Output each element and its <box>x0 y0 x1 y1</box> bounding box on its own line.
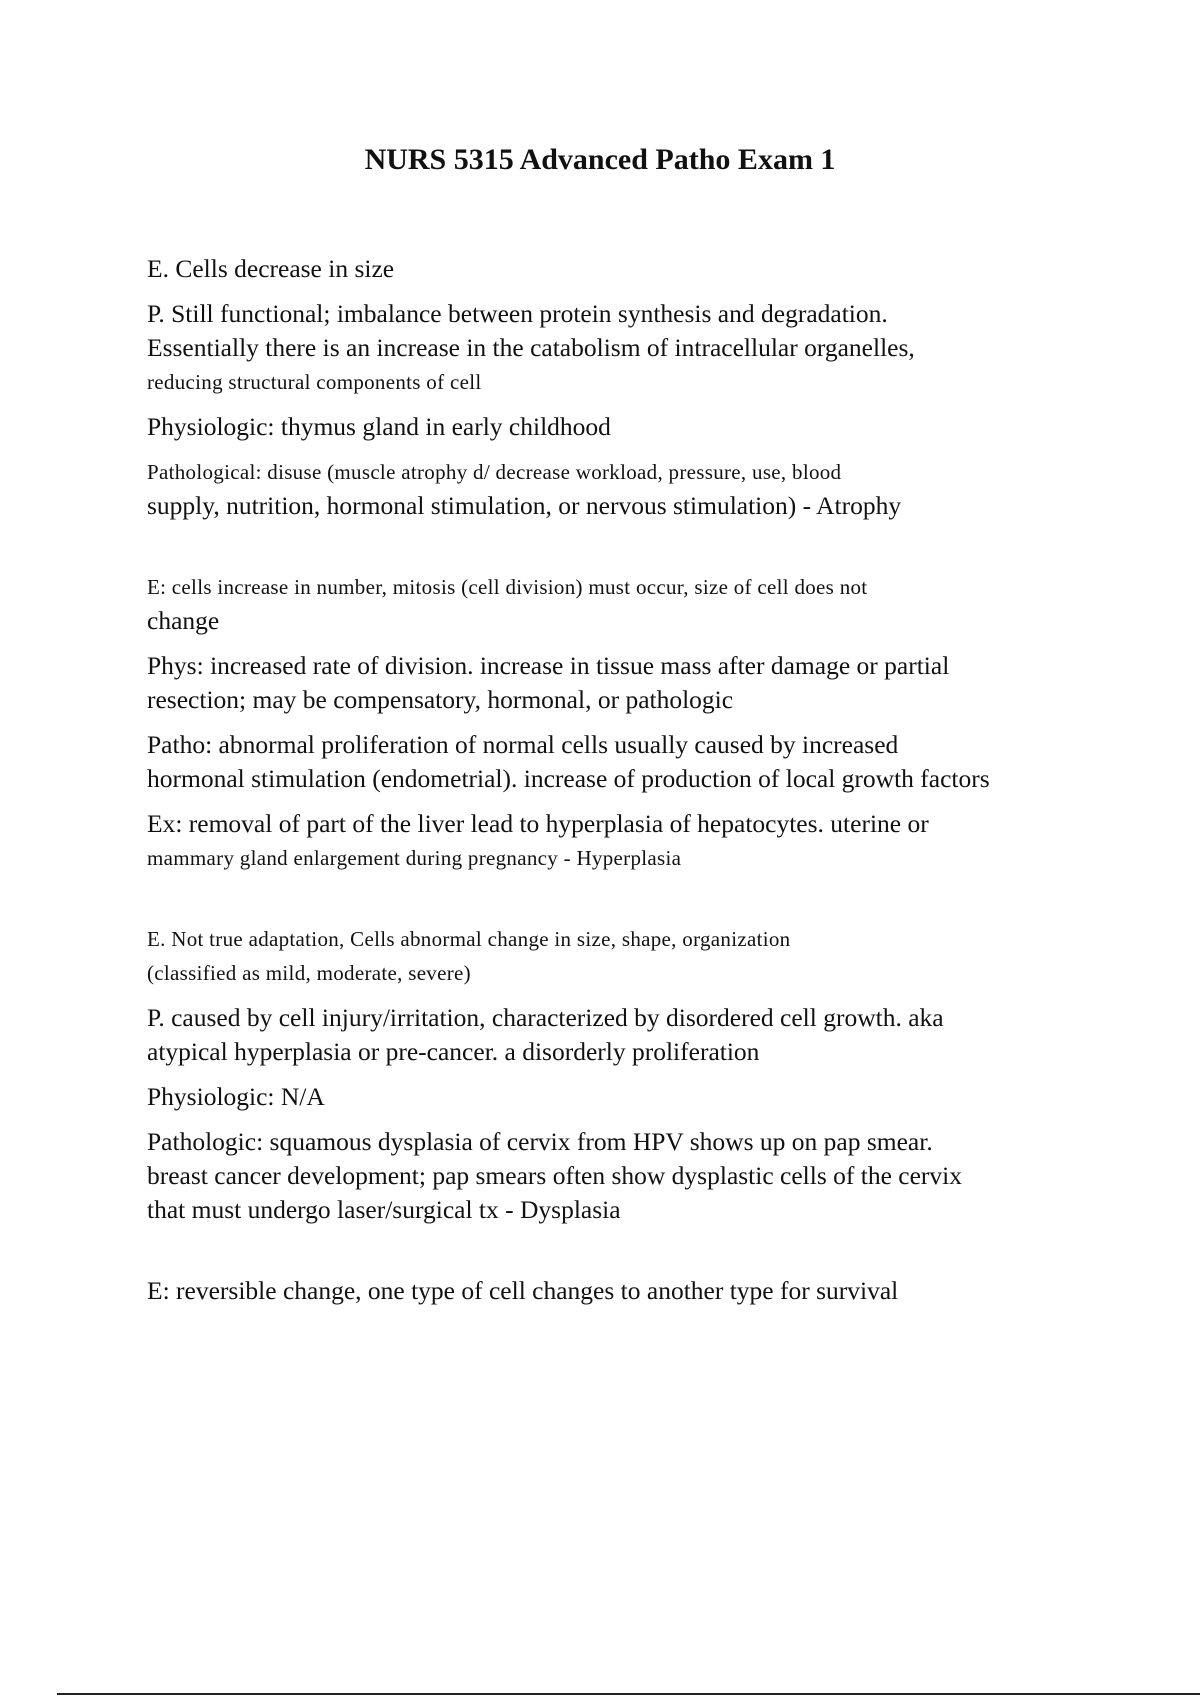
text-line: Phys: increased rate of division. increase in tissue mass after damage or partial <box>147 651 950 680</box>
section-spacer <box>147 886 1087 922</box>
text-line: Essentially there is an increase in the catabolism of intracellular organelles, <box>147 333 915 362</box>
text-line: atypical hyperplasia or pre-cancer. a disorderly proliferation <box>147 1037 760 1066</box>
text-line: Physiologic: thymus gland in early childhood <box>147 412 611 441</box>
text-line: E: cells increase in number, mitosis (cell division) must occur, size of cell does not <box>147 575 868 599</box>
text-line: hormonal stimulation (endometrial). increase of production of local growth factors <box>147 764 990 793</box>
paragraph <box>147 1001 1087 1069</box>
text-line: supply, nutrition, hormonal stimulation, or nervous stimulation) - Atrophy <box>147 491 902 520</box>
paragraph <box>147 570 1087 638</box>
paragraph <box>147 807 1087 875</box>
paragraph <box>147 922 1087 990</box>
text-line: breast cancer development; pap smears often show dysplastic cells of the cervix <box>147 1161 963 1190</box>
paragraph <box>147 1080 1087 1114</box>
text-line: mammary gland enlargement during pregnancy - Hyperplasia <box>147 846 682 870</box>
text-line: that must undergo laser/surgical tx - Dysplasia <box>147 1195 621 1224</box>
section-hyperplasia <box>147 570 1087 875</box>
text-line: Physiologic: N/A <box>147 1082 325 1111</box>
text-line: Pathological: disuse (muscle atrophy d/ decrease workload, pressure, use, blood <box>147 460 842 484</box>
text-line: E. Not true adaptation, Cells abnormal change in size, shape, organization <box>147 927 791 951</box>
text-line: P. caused by cell injury/irritation, characterized by disordered cell growth. aka <box>147 1003 944 1032</box>
text-line: reducing structural components of cell <box>147 370 482 394</box>
section-spacer <box>147 1238 1087 1274</box>
document-body <box>147 252 1087 1319</box>
paragraph <box>147 1274 1087 1308</box>
text-line: Patho: abnormal proliferation of normal cells usually caused by increased <box>147 730 899 759</box>
paragraph <box>147 728 1087 796</box>
paragraph <box>147 252 1087 286</box>
text-line: change <box>147 606 220 635</box>
section-spacer <box>147 534 1087 570</box>
text-line: (classified as mild, moderate, severe) <box>147 961 471 985</box>
paragraph <box>147 455 1087 523</box>
footer-divider <box>57 1693 1200 1695</box>
text-line: Pathologic: squamous dysplasia of cervix from HPV shows up on pap smear. <box>147 1127 933 1156</box>
section-metaplasia <box>147 1274 1087 1308</box>
text-line: E: reversible change, one type of cell changes to another type for survival <box>147 1276 899 1305</box>
section-atrophy <box>147 252 1087 523</box>
paragraph <box>147 1125 1087 1227</box>
text-line: E. Cells decrease in size <box>147 254 395 283</box>
text-line: resection; may be compensatory, hormonal, or pathologic <box>147 685 734 714</box>
text-line: Ex: removal of part of the liver lead to hyperplasia of hepatocytes. uterine or <box>147 809 929 838</box>
paragraph <box>147 649 1087 717</box>
paragraph <box>147 297 1087 399</box>
section-dysplasia <box>147 922 1087 1227</box>
document-title: NURS 5315 Advanced Patho Exam 1 <box>364 143 836 176</box>
text-line: P. Still functional; imbalance between protein synthesis and degradation. <box>147 299 888 328</box>
paragraph <box>147 410 1087 444</box>
